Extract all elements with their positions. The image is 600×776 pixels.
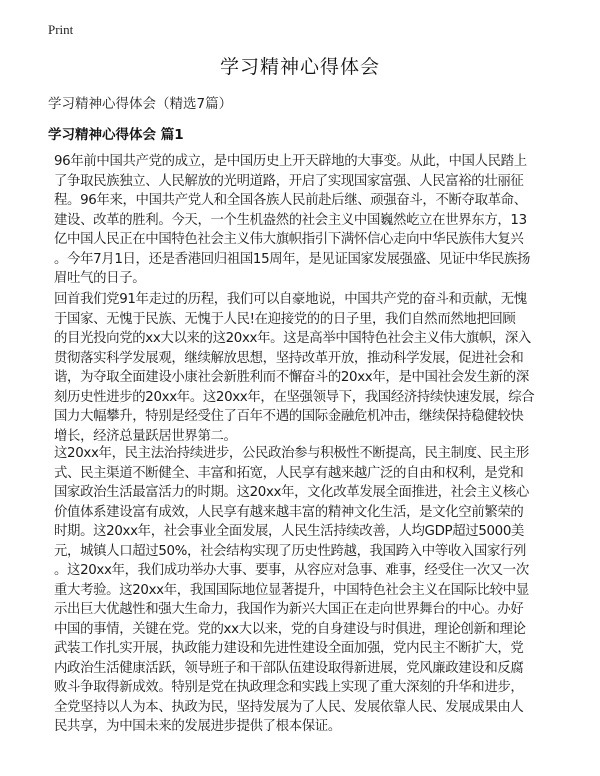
paragraph-line: 中国的事情，关键在党。党的xx大以来，党的自身建设与时俱进，理论创新和理论: [54, 621, 526, 637]
paragraph-line: 民共享，为中国未来的发展进步提供了根本保证。: [54, 719, 341, 734]
paragraph-line: 式、民主渠道不断健全、丰富和拓宽，人民享有越来越广泛的自由和权利，是党和: [54, 465, 524, 481]
paragraph-line: 这20xx年，民主法治持续进步，公民政治参与积极性不断提高，民主制度、民主形: [54, 446, 529, 461]
paragraph-line: 程。96年来，中国共产党人和全国各族人民前赴后继、顽强奋斗，不断夺取革命、: [54, 193, 527, 208]
section-heading: 学习精神心得体会 篇1: [48, 127, 184, 143]
paragraph-line: 眉吐气的日子。: [54, 271, 146, 286]
paragraph-line: 内政治生活健康活跃，领导班子和干部队伍建设取得新进展，党风廉政建设和反腐: [54, 660, 524, 676]
paragraph-line: 武装工作扎实开展，执政能力建设和先进性建设全面加强，党内民主不断扩大，党: [54, 641, 524, 656]
paragraph-line: 国家政治生活最富活力的时期。这20xx年，文化改革发展全面推进，社会主义核心: [54, 485, 529, 500]
paragraph-line: 元，城镇人口超过50%，社会结构实现了历史性跨越，我国跨入中等收入国家行列: [54, 543, 527, 559]
paragraph-line: 的目光投向党的xx大以来的这20xx年。这是高举中国特色社会主义伟大旗帜，深入: [54, 331, 531, 346]
paragraph-line: 于国家、无愧于民族、无愧于人民!在迎接党的的日子里，我们自然而然地把回顾: [54, 311, 516, 327]
paragraph-3: [54, 444, 554, 737]
paragraph-line: 贯彻落实科学发展观，继续解放思想，坚持改革开放，推动科学发展，促进社会和: [54, 350, 524, 366]
paragraph-line: 败斗争取得新成效。特别是党在执政理念和实践上实现了重大深刻的升华和进步，: [54, 680, 524, 695]
paragraph-line: 谐，为夺取全面建设小康社会新胜利而不懈奋斗的20xx年，是中国社会发生新的深: [54, 370, 529, 385]
paragraph-line: 96年前中国共产党的成立，是中国历史上开天辟地的大事变。从此，中国人民踏上: [54, 154, 527, 169]
paragraph-line: 价值体系建设富有成效，人民享有越来越丰富的精神文化生活，是文化空前繁荣的: [54, 504, 524, 520]
paragraph-line: 了争取民族独立、人民解放的光明道路，开启了实现国家富强、人民富裕的壮丽征: [54, 173, 524, 189]
paragraph-1: [54, 152, 554, 289]
document-subtitle: 学习精神心得体会（精选7篇）: [48, 96, 233, 112]
paragraph-line: 时期。这20xx年，社会事业全面发展，人民生活持续改善，人均GDP超过5000美: [54, 524, 525, 539]
document-title: 学习精神心得体会: [219, 56, 380, 78]
paragraph-line: 。今年7月1日，还是香港回归祖国15周年，是见证国家发展强盛、见证中华民族扬: [54, 251, 531, 267]
paragraph-line: 刻历史性进步的20xx年。这20xx年，在坚强领导下，我国经济持续快速发展，综合: [54, 389, 535, 405]
paragraph-line: 重大考验。这20xx年，我国国际地位显著提升，中国特色社会主义在国际比较中显: [54, 582, 529, 598]
paragraph-line: 示出巨大优越性和强大生命力，我国作为新兴大国正在走向世界舞台的中心。办好: [54, 602, 524, 617]
paragraph-2: [54, 290, 554, 446]
paragraph-line: 增长，经济总量跃居世界第二。: [54, 428, 237, 444]
print-label: Print: [48, 22, 74, 37]
paragraph-line: 亿中国人民正在中国特色社会主义伟大旗帜指引下满怀信心走向中华民族伟大复兴: [54, 232, 524, 247]
paragraph-line: 建设、改革的胜利。今天，一个生机盎然的社会主义中国巍然屹立在世界东方，13: [54, 212, 527, 228]
paragraph-line: 。这20xx年，我们成功举办大事、要事，从容应对急事、难事，经受住一次又一次: [54, 563, 529, 578]
paragraph-line: 全党坚持以人为本、执政为民，坚持发展为了人民、发展依靠人民、发展成果由人: [54, 699, 524, 715]
paragraph-line: 国力大幅攀升，特别是经受住了百年不遇的国际金融危机冲击，继续保持稳健较快: [54, 409, 524, 424]
paragraph-line: 回首我们党91年走过的历程，我们可以自豪地说，中国共产党的奋斗和贡献，无愧: [54, 292, 527, 307]
